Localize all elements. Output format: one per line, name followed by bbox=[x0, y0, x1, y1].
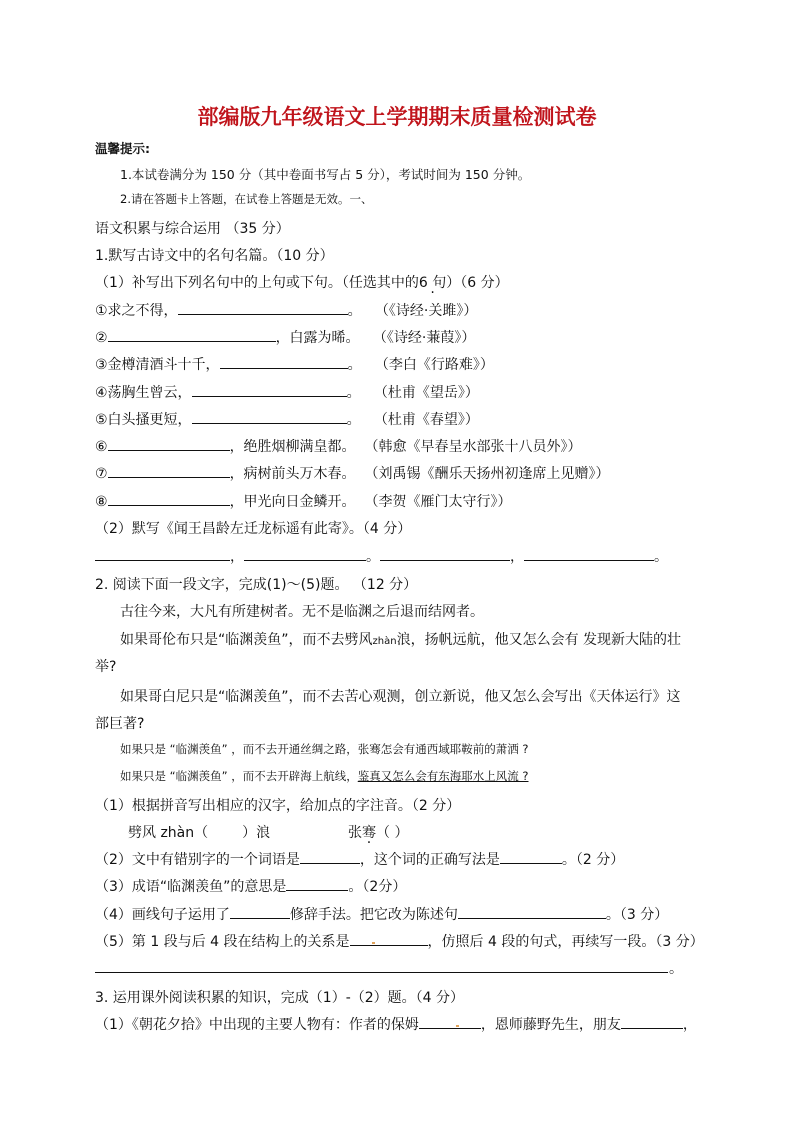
answer-blank[interactable] bbox=[524, 546, 654, 561]
q1-line-2 bbox=[95, 327, 475, 347]
q1-line-post: ，绝胜烟柳满皇都。 bbox=[229, 439, 356, 455]
answer-blank[interactable] bbox=[380, 546, 510, 561]
q1-sub1 bbox=[95, 272, 509, 292]
answer-blank[interactable] bbox=[108, 436, 230, 451]
q1-line-source: （杜甫《望岳》） bbox=[373, 385, 479, 401]
q1-line-pre: ①求之不得， bbox=[95, 303, 178, 319]
q1-line-pre: ④荡胸生曾云， bbox=[95, 385, 192, 401]
q2-sub1-line-b bbox=[348, 822, 408, 842]
q2-sub4-mid: 修辞手法。把它改为陈述句 bbox=[289, 907, 458, 923]
q3-sub1-mid: ，恩师藤野先生，朋友 bbox=[480, 1017, 621, 1033]
q2-paragraph-3-cont: 部巨著? bbox=[95, 716, 145, 732]
q1-line-post: ，甲光向日金鳞开。 bbox=[229, 494, 356, 510]
q1-line-source: （杜甫《春望》） bbox=[373, 412, 479, 428]
answer-blank[interactable] bbox=[230, 904, 290, 919]
separator: ， bbox=[510, 549, 524, 565]
q3-sub1-pre: （1）《朝花夕拾》中出现的主要人物有：作者的保姆 bbox=[95, 1017, 419, 1033]
section-1-heading: 语文积累与综合运用 （35 分） bbox=[95, 221, 290, 237]
q1-line-6 bbox=[95, 436, 581, 456]
q3-sub1 bbox=[95, 1014, 697, 1034]
answer-blank[interactable] bbox=[350, 931, 428, 946]
q2-p2-pinyin: zhàn bbox=[372, 636, 397, 647]
q2-sub4 bbox=[95, 904, 668, 924]
answer-blank[interactable] bbox=[95, 546, 230, 561]
stray-mark bbox=[372, 942, 375, 944]
q2-sub1-b-pre: 张 bbox=[348, 825, 362, 841]
q3-stem: 3. 运用课外阅读积累的知识，完成（1）-（2）题。（4 分） bbox=[95, 990, 465, 1006]
q2-sub5 bbox=[95, 931, 704, 951]
q2-sub1: （1）根据拼音写出相应的汉字，给加点的字注音。（2 分） bbox=[95, 798, 461, 814]
q1-line-1 bbox=[95, 300, 477, 320]
q1-line-8 bbox=[95, 491, 511, 511]
q2-sub2 bbox=[95, 849, 624, 869]
q1-line-pre: ② bbox=[95, 330, 108, 346]
answer-blank[interactable] bbox=[108, 491, 230, 506]
q2-p5-underlined-sentence: 鉴真又怎么会有东海耶水上风流 ? bbox=[357, 769, 529, 783]
q2-sub4-pre: （4）画线句子运用了 bbox=[95, 907, 230, 923]
answer-blank[interactable] bbox=[458, 904, 606, 919]
q2-paragraph-3: 如果哥白尼只是“临渊羡鱼”，而不去苦心观测，创立新说，他又怎么会写出《天体运行》这 bbox=[120, 689, 681, 705]
separator: ， bbox=[230, 549, 244, 565]
q1-line-pre: ⑦ bbox=[95, 466, 108, 482]
q2-p2-post: 浪，扬帆远航，他又怎么会有 发现新大陆的壮 bbox=[396, 632, 682, 648]
separator: 。 bbox=[366, 549, 380, 565]
q2-stem: 2. 阅读下面一段文字，完成(1)～(5)题。 （12 分） bbox=[95, 577, 418, 593]
q1-line-post: 。 bbox=[347, 357, 362, 373]
q1-line-post: 。 bbox=[346, 412, 361, 428]
q1-line-pre: ⑤白头搔更短， bbox=[95, 412, 192, 428]
q1-line-pre: ⑧ bbox=[95, 494, 108, 510]
q2-sub3 bbox=[95, 876, 406, 896]
q2-p2-pre: 如果哥伦布只是“临渊羡鱼”，而不去劈风 bbox=[120, 632, 373, 648]
q2-sub2-post: 。（2 分） bbox=[561, 852, 625, 868]
answer-line[interactable] bbox=[95, 972, 668, 973]
q1-line-3 bbox=[95, 354, 494, 374]
q1-line-source: （李白《行路难》） bbox=[374, 357, 494, 373]
q2-paragraph-1: 古往今来，大凡有所建树者。无不是临渊之后退而结网者。 bbox=[120, 604, 484, 620]
separator: 。 bbox=[654, 549, 668, 565]
answer-blank[interactable] bbox=[300, 849, 360, 864]
answer-blank[interactable] bbox=[419, 1014, 481, 1029]
answer-blank[interactable] bbox=[244, 546, 366, 561]
answer-blank[interactable] bbox=[621, 1014, 683, 1029]
q1-stem: 1.默写古诗文中的名句名篇。（10 分） bbox=[95, 248, 334, 264]
answer-blank[interactable] bbox=[192, 382, 347, 397]
q1-line-5 bbox=[95, 409, 479, 429]
q1-sub2: （2）默写《闻王昌龄左迁龙标遥有此寄》。（4 分） bbox=[95, 521, 412, 537]
q2-sub5-end: 。 bbox=[669, 961, 683, 977]
q1-line-post: 。 bbox=[347, 303, 362, 319]
q2-sub3-pre: （3）成语“临渊羡鱼”的意思是 bbox=[95, 879, 287, 895]
q1-line-post: ，白露为晞。 bbox=[275, 330, 360, 346]
answer-blank[interactable] bbox=[286, 876, 348, 891]
q2-sub3-post: 。（2分） bbox=[348, 879, 407, 895]
answer-blank[interactable] bbox=[192, 409, 347, 424]
q1-sub1-prefix: （1）补写出下列名句中的上句或下句。（任选其中的 bbox=[95, 275, 419, 291]
q1-line-7 bbox=[95, 463, 609, 483]
q1-line-4 bbox=[95, 382, 479, 402]
tips-item-2: 2.请在答题卡上答题，在试卷上答题是无效。一、 bbox=[120, 192, 373, 206]
q1-line-source: （韩愈《早春呈水部张十八员外》） bbox=[364, 439, 582, 455]
q1-sub2-answer-row bbox=[95, 546, 668, 566]
answer-blank[interactable] bbox=[220, 354, 348, 369]
q2-p5-pre: 如果只是 “临渊羡鱼” ，而不去开辟海上航线， bbox=[120, 769, 358, 783]
q1-line-pre: ③金樽清酒斗十千， bbox=[95, 357, 220, 373]
q3-sub1-post: ， bbox=[682, 1017, 697, 1033]
q1-sub1-suffix: ）（6 分） bbox=[446, 275, 509, 291]
answer-blank[interactable] bbox=[178, 300, 348, 315]
q2-paragraph-2-cont: 举? bbox=[95, 659, 117, 675]
q2-paragraph-2 bbox=[120, 629, 681, 649]
q2-sub2-mid: ，这个词的正确写法是 bbox=[359, 852, 500, 868]
q2-sub5-pre: （5）第 1 段与后 4 段在结构上的关系是 bbox=[95, 934, 350, 950]
q2-sub1-a-post: ）浪 bbox=[242, 825, 271, 841]
answer-blank[interactable] bbox=[108, 327, 276, 342]
page-title: 部编版九年级语文上学期期末质量检测试卷 bbox=[197, 104, 597, 129]
q2-paragraph-4: 如果只是 “临渊羡鱼” ，而不去开通丝绸之路，张骞怎会有通西域耶鞍前的萧洒 ? bbox=[120, 742, 529, 756]
q1-sub1-dotted: 6 句 · bbox=[419, 272, 446, 292]
q1-line-post: 。 bbox=[346, 385, 361, 401]
q1-line-post: ，病树前头万木春。 bbox=[229, 466, 356, 482]
q1-line-source: （刘禹锡《酬乐天扬州初逢席上见赠》） bbox=[364, 466, 610, 482]
answer-blank[interactable] bbox=[108, 463, 230, 478]
q2-sub4-post: 。（3 分） bbox=[605, 907, 669, 923]
q1-line-pre: ⑥ bbox=[95, 439, 108, 455]
q2-paragraph-5 bbox=[120, 768, 529, 784]
q2-sub1-a-pre: 劈风 zhàn（ bbox=[128, 825, 209, 841]
q2-sub5-post: ，仿照后 4 段的句式，再续写一段。（3 分） bbox=[427, 934, 704, 950]
stray-mark bbox=[456, 1025, 459, 1027]
q2-sub1-line-a bbox=[128, 822, 270, 842]
answer-blank[interactable] bbox=[500, 849, 562, 864]
q2-sub2-pre: （2）文中有错别字的一个词语是 bbox=[95, 852, 300, 868]
q1-line-source: （《诗经·蒹葭》） bbox=[372, 330, 476, 346]
q2-sub1-b-dotted: 骞 bbox=[362, 825, 376, 841]
tips-item-1: 1.本试卷满分为 150 分（其中卷面书写占 5 分），考试时间为 150 分钟。 bbox=[120, 167, 531, 182]
q1-line-source: （《诗经·关雎》） bbox=[374, 303, 478, 319]
tips-heading: 温馨提示: bbox=[95, 141, 150, 156]
q2-sub1-b-post: （ ） bbox=[376, 825, 409, 841]
q1-line-source: （李贺《雁门太守行》） bbox=[364, 494, 512, 510]
